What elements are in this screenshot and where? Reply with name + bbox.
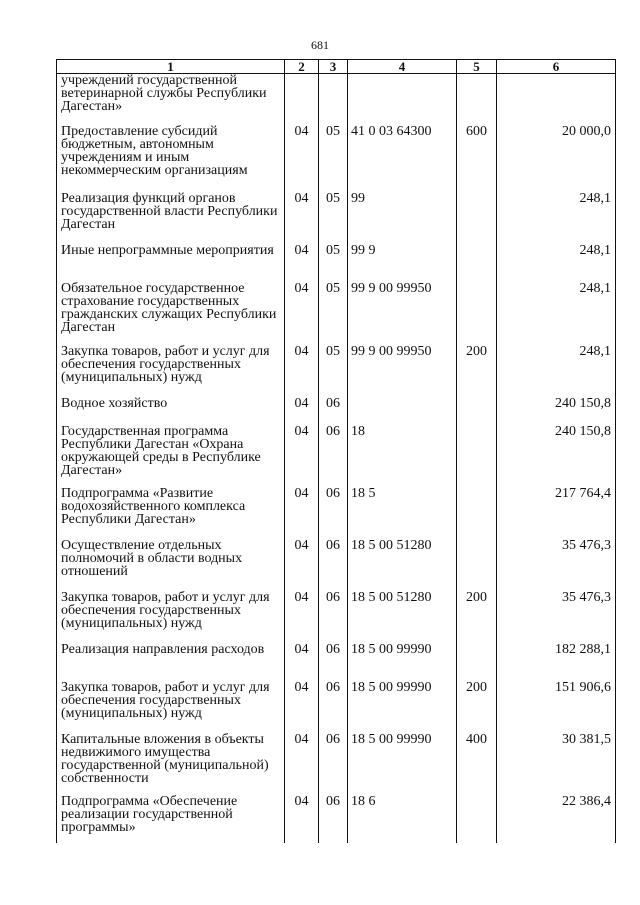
cell-section: 04 bbox=[285, 681, 319, 733]
cell-subsection: 06 bbox=[319, 643, 348, 681]
table-row bbox=[57, 681, 616, 733]
header-col-5: 5 bbox=[457, 60, 497, 74]
cell-subsection: 06 bbox=[319, 425, 348, 487]
cell-subsection: 06 bbox=[319, 539, 348, 591]
cell-expense-type bbox=[457, 192, 497, 244]
cell-subsection: 05 bbox=[319, 125, 348, 192]
cell-amount: 248,1 bbox=[497, 345, 616, 397]
cell-section: 04 bbox=[285, 192, 319, 244]
table-row bbox=[57, 539, 616, 591]
cell-amount: 248,1 bbox=[497, 282, 616, 345]
page-number: 681 bbox=[311, 38, 329, 52]
cell-section: 04 bbox=[285, 539, 319, 591]
table-row bbox=[57, 397, 616, 425]
cell-section: 04 bbox=[285, 345, 319, 397]
cell-name: учреждений государственной ветеринарной службы Республики Дагестан» bbox=[57, 74, 285, 126]
cell-amount: 35 476,3 bbox=[497, 539, 616, 591]
table-header-row bbox=[57, 60, 616, 74]
budget-table bbox=[56, 59, 616, 843]
table-row bbox=[57, 487, 616, 539]
cell-subsection: 06 bbox=[319, 795, 348, 843]
cell-target-article: 99 bbox=[348, 192, 457, 244]
header-col-3: 3 bbox=[319, 60, 348, 74]
cell-target-article: 18 5 00 51280 bbox=[348, 591, 457, 643]
table-row bbox=[57, 282, 616, 345]
cell-target-article: 18 5 00 99990 bbox=[348, 681, 457, 733]
header-col-2: 2 bbox=[285, 60, 319, 74]
cell-section: 04 bbox=[285, 591, 319, 643]
cell-section: 04 bbox=[285, 282, 319, 345]
table-row bbox=[57, 425, 616, 487]
cell-target-article bbox=[348, 397, 457, 425]
cell-name: Водное хозяйство bbox=[57, 397, 285, 425]
cell-subsection: 05 bbox=[319, 244, 348, 282]
cell-target-article: 18 5 00 51280 bbox=[348, 539, 457, 591]
table-row bbox=[57, 795, 616, 843]
cell-expense-type bbox=[457, 487, 497, 539]
cell-amount: 35 476,3 bbox=[497, 591, 616, 643]
table-row bbox=[57, 643, 616, 681]
cell-expense-type bbox=[457, 244, 497, 282]
cell-expense-type bbox=[457, 282, 497, 345]
cell-target-article: 41 0 03 64300 bbox=[348, 125, 457, 192]
cell-section: 04 bbox=[285, 487, 319, 539]
cell-expense-type bbox=[457, 425, 497, 487]
cell-amount: 20 000,0 bbox=[497, 125, 616, 192]
cell-subsection: 06 bbox=[319, 733, 348, 795]
cell-expense-type: 400 bbox=[457, 733, 497, 795]
table-row bbox=[57, 192, 616, 244]
cell-target-article: 18 6 bbox=[348, 795, 457, 843]
cell-target-article: 18 5 00 99990 bbox=[348, 733, 457, 795]
cell-section: 04 bbox=[285, 733, 319, 795]
cell-subsection: 06 bbox=[319, 487, 348, 539]
cell-name: Обязательное государственное страхование государственных гражданских служащих Республики Дагестан bbox=[57, 282, 285, 345]
cell-name: Осуществление отдельных полномочий в области водных отношений bbox=[57, 539, 285, 591]
cell-subsection: 05 bbox=[319, 192, 348, 244]
cell-amount: 151 906,6 bbox=[497, 681, 616, 733]
cell-target-article: 18 5 bbox=[348, 487, 457, 539]
cell-subsection: 05 bbox=[319, 282, 348, 345]
cell-target-article: 99 9 00 99950 bbox=[348, 282, 457, 345]
cell-section: 04 bbox=[285, 244, 319, 282]
cell-expense-type bbox=[457, 539, 497, 591]
cell-expense-type bbox=[457, 643, 497, 681]
table-row bbox=[57, 345, 616, 397]
header-col-6: 6 bbox=[497, 60, 616, 74]
cell-name: Подпрограмма «Развитие водохозяйственного комплекса Республики Дагестан» bbox=[57, 487, 285, 539]
table-row bbox=[57, 591, 616, 643]
table-row bbox=[57, 74, 616, 126]
cell-expense-type bbox=[457, 74, 497, 126]
cell-amount: 248,1 bbox=[497, 244, 616, 282]
cell-section: 04 bbox=[285, 125, 319, 192]
cell-name: Реализация направления расходов bbox=[57, 643, 285, 681]
cell-expense-type: 600 bbox=[457, 125, 497, 192]
cell-expense-type: 200 bbox=[457, 681, 497, 733]
cell-name: Реализация функций органов государственной власти Республики Дагестан bbox=[57, 192, 285, 244]
cell-amount: 217 764,4 bbox=[497, 487, 616, 539]
cell-section bbox=[285, 74, 319, 126]
table-row bbox=[57, 244, 616, 282]
cell-expense-type bbox=[457, 397, 497, 425]
cell-name: Закупка товаров, работ и услуг для обеспечения государственных (муниципальных) нужд bbox=[57, 681, 285, 733]
cell-target-article: 18 5 00 99990 bbox=[348, 643, 457, 681]
table-body bbox=[57, 74, 616, 844]
cell-section: 04 bbox=[285, 643, 319, 681]
cell-section: 04 bbox=[285, 397, 319, 425]
cell-subsection: 06 bbox=[319, 681, 348, 733]
header-col-1: 1 bbox=[57, 60, 285, 74]
cell-subsection bbox=[319, 74, 348, 126]
header-col-4: 4 bbox=[348, 60, 457, 74]
cell-amount: 248,1 bbox=[497, 192, 616, 244]
cell-name: Закупка товаров, работ и услуг для обеспечения государственных (муниципальных) нужд bbox=[57, 591, 285, 643]
cell-target-article: 99 9 00 99950 bbox=[348, 345, 457, 397]
cell-expense-type: 200 bbox=[457, 345, 497, 397]
cell-target-article: 18 bbox=[348, 425, 457, 487]
cell-section: 04 bbox=[285, 425, 319, 487]
cell-subsection: 06 bbox=[319, 591, 348, 643]
table-row bbox=[57, 125, 616, 192]
cell-amount: 240 150,8 bbox=[497, 425, 616, 487]
cell-name: Иные непрограммные мероприятия bbox=[57, 244, 285, 282]
cell-amount: 30 381,5 bbox=[497, 733, 616, 795]
cell-target-article bbox=[348, 74, 457, 126]
cell-name: Капитальные вложения в объекты недвижимого имущества государственной (муниципальной) собственности bbox=[57, 733, 285, 795]
cell-amount bbox=[497, 74, 616, 126]
cell-name: Подпрограмма «Обеспечение реализации государственной программы» bbox=[57, 795, 285, 843]
cell-subsection: 05 bbox=[319, 345, 348, 397]
cell-amount: 22 386,4 bbox=[497, 795, 616, 843]
cell-expense-type: 200 bbox=[457, 591, 497, 643]
cell-section: 04 bbox=[285, 795, 319, 843]
table-row bbox=[57, 733, 616, 795]
cell-amount: 240 150,8 bbox=[497, 397, 616, 425]
cell-name: Закупка товаров, работ и услуг для обеспечения государственных (муниципальных) нужд bbox=[57, 345, 285, 397]
cell-expense-type bbox=[457, 795, 497, 843]
cell-target-article: 99 9 bbox=[348, 244, 457, 282]
cell-subsection: 06 bbox=[319, 397, 348, 425]
cell-amount: 182 288,1 bbox=[497, 643, 616, 681]
cell-name: Государственная программа Республики Дагестан «Охрана окружающей среды в Республике Дагестан» bbox=[57, 425, 285, 487]
cell-name: Предоставление субсидий бюджетным, автономным учреждениям и иным некоммерческим организациям bbox=[57, 125, 285, 192]
